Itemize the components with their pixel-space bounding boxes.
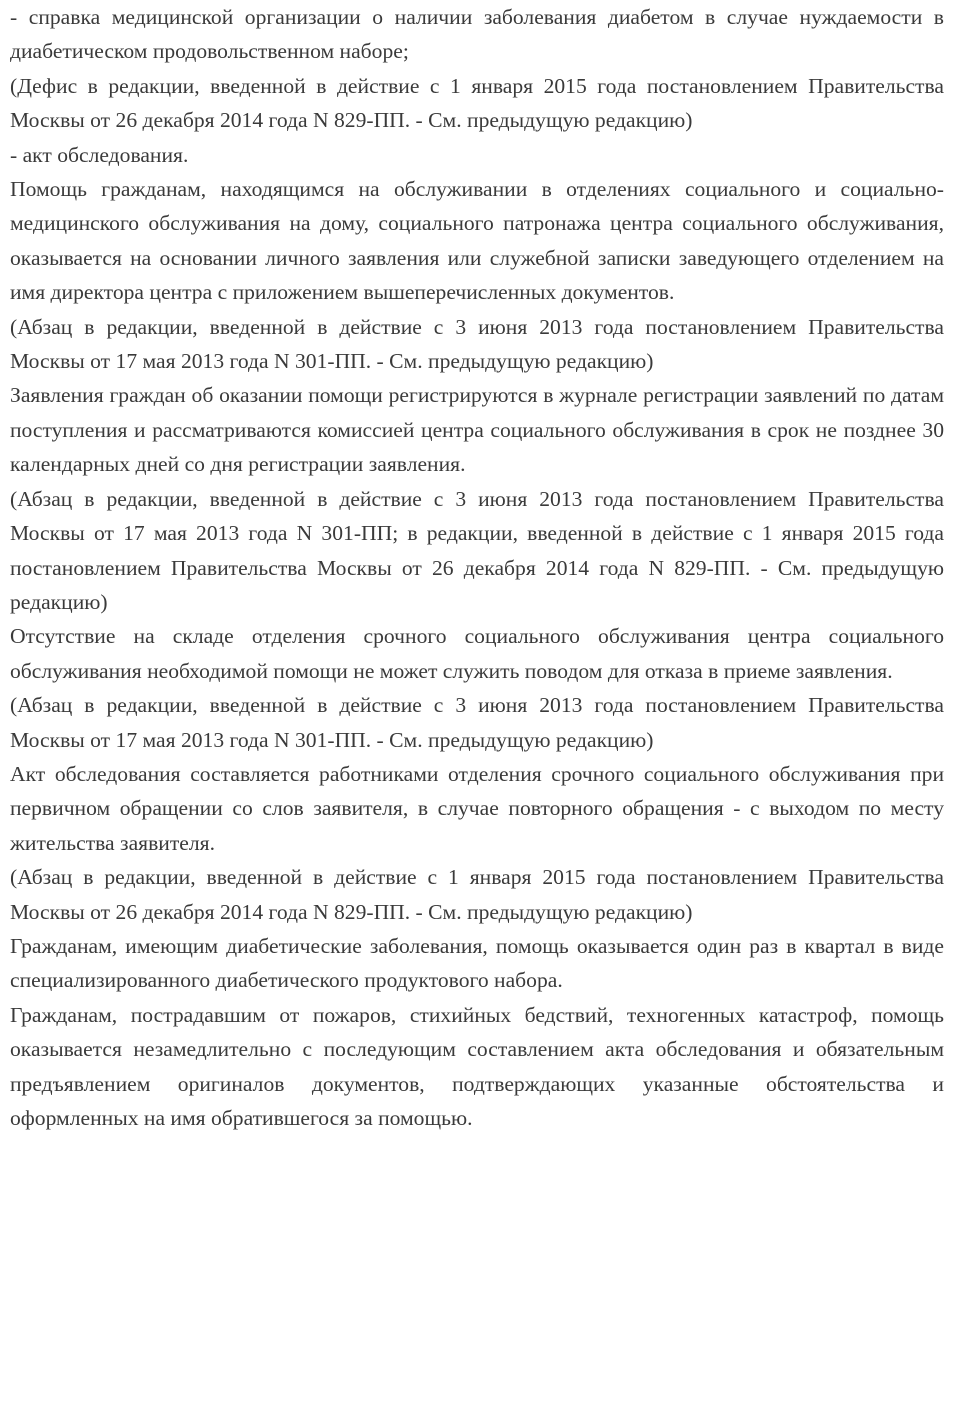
paragraph-inspection-act: - акт обследования. bbox=[10, 142, 189, 167]
paragraph-diabetic-help: Гражданам, имеющим диабетические заболевания, помощь оказывается один раз в квартал в виде специализированного диабетического продуктового набора. bbox=[10, 933, 944, 993]
paragraph-amendment-note: (Дефис в редакции, введенной в действие с 1 января 2015 года постановлением Правительства Москвы от 26 декабря 2014 года N 829-ПП. - См. предыдущую редакцию) bbox=[10, 73, 944, 133]
paragraph-inspection-act-procedure: Акт обследования составляется работниками отделения срочного социального обслуживания при первичном обращении со слов заявителя, в случае повторного обращения - с выходом по месту жительства заявителя. bbox=[10, 761, 944, 855]
paragraph-amendment-note: (Абзац в редакции, введенной в действие с 3 июня 2013 года постановлением Правительства Москвы от 17 мая 2013 года N 301-ПП. - См. предыдущую редакцию) bbox=[10, 693, 944, 752]
paragraph-certificate-diabetes: - справка медицинской организации о наличии заболевания диабетом в случае нуждаемости в диабетическом продовольственном наборе; bbox=[10, 5, 944, 64]
paragraph-amendment-note: (Абзац в редакции, введенной в действие с 3 июня 2013 года постановлением Правительства Москвы от 17 мая 2013 года N 301-ПП; в редакции, введенной в действие с 1 января 2015 года постановлением Правительства Москвы от 26 декабря 2014 года N 829-ПП. - См. предыдущую редакцию) bbox=[10, 486, 944, 614]
paragraph-disaster-help: Гражданам, пострадавшим от пожаров, стихийных бедствий, техногенных катастроф, помощь оказывается незамедлительно с последующим составлением акта обследования и обязательным предъявлением оригиналов документов, подтверждающих указанные обстоятельства и оформленных на имя обратившегося за помощью. bbox=[10, 1002, 944, 1130]
paragraph-amendment-note: (Абзац в редакции, введенной в действие с 1 января 2015 года постановлением Правительства Москвы от 26 декабря 2014 года N 829-ПП. - См. предыдущую редакцию) bbox=[10, 865, 944, 924]
paragraph-warehouse-absence: Отсутствие на складе отделения срочного социального обслуживания центра социального обслуживания необходимой помощи не может служить поводом для отказа в приеме заявления. bbox=[10, 624, 944, 683]
paragraph-help-home-service: Помощь гражданам, находящимся на обслуживании в отделениях социального и социально-медицинского обслуживания на дому, социального патронажа центра социального обслуживания, оказывается на основании личного заявления или служебной записки заведующего отделением на имя директора центра с приложением вышеперечисленных документов. bbox=[10, 177, 944, 305]
paragraph-amendment-note: (Абзац в редакции, введенной в действие с 3 июня 2013 года постановлением Правительства Москвы от 17 мая 2013 года N 301-ПП. - См. предыдущую редакцию) bbox=[10, 314, 944, 374]
paragraph-applications-registration: Заявления граждан об оказании помощи регистрируются в журнале регистрации заявлений по датам поступления и рассматриваются комиссией центра социального обслуживания в срок не позднее 30 календарных дней со дня регистрации заявления. bbox=[10, 383, 944, 477]
